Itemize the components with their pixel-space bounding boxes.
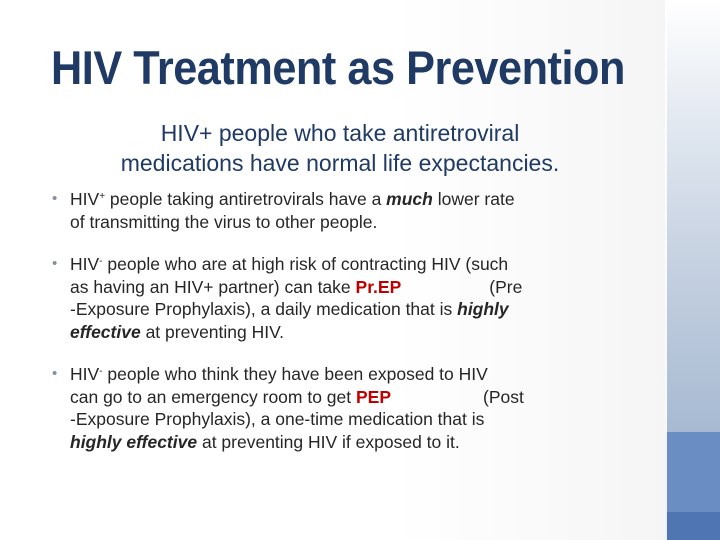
bullet-emphasis: highly bbox=[457, 299, 509, 319]
bullet-text: people who are at high risk of contracting HIV (such bbox=[102, 254, 509, 274]
bullet-superscript: + bbox=[99, 191, 106, 202]
bullet-marker: • bbox=[52, 190, 58, 207]
bullet-line bbox=[70, 386, 637, 409]
bullet-emphasis: highly effective bbox=[70, 431, 198, 452]
bullet-text: HIV bbox=[70, 364, 100, 384]
subtitle-line-1: HIV+ people who take antiretroviral bbox=[160, 120, 520, 146]
bullet-text: at preventing HIV. bbox=[140, 321, 285, 342]
bullet-emphasis: effective bbox=[70, 321, 141, 342]
subtitle-line-2: medications have normal life expectancies. bbox=[120, 150, 560, 176]
bullet-text: (Pre bbox=[489, 276, 523, 297]
bullet-text: as having an HIV+ partner) can take bbox=[70, 276, 356, 297]
bullet-text: at preventing HIV if exposed to it. bbox=[197, 431, 460, 452]
bullet-line bbox=[70, 276, 637, 299]
bullet-line bbox=[70, 253, 637, 276]
sidebar-accent-block bbox=[665, 432, 720, 512]
bullet-item bbox=[52, 253, 637, 343]
bullet-list bbox=[52, 188, 637, 473]
bullet-line bbox=[70, 431, 637, 454]
sidebar-divider bbox=[665, 0, 667, 540]
bullet-line bbox=[70, 321, 637, 344]
bullet-text: -Exposure Prophylaxis), a daily medication that is bbox=[70, 299, 458, 319]
bullet-text: lower rate bbox=[432, 189, 515, 209]
bullet-line: of transmitting the virus to other people. bbox=[70, 211, 378, 232]
sidebar-decoration bbox=[665, 0, 720, 540]
bullet-marker: • bbox=[52, 365, 58, 382]
bullet-item bbox=[52, 188, 637, 233]
bullet-marker: • bbox=[52, 255, 58, 272]
bullet-text: HIV bbox=[70, 189, 100, 209]
bullet-text: HIV bbox=[70, 254, 100, 274]
bullet-line: -Exposure Prophylaxis), a one-time medication that is bbox=[70, 409, 485, 429]
bullet-line bbox=[70, 188, 637, 211]
bullet-superscript: - bbox=[99, 256, 103, 267]
sidebar-accent-block-dark bbox=[665, 512, 720, 540]
bullet-emphasis: much bbox=[386, 189, 433, 209]
slide-title: HIV Treatment as Prevention bbox=[51, 41, 625, 94]
prep-term: Pr.EP bbox=[355, 276, 402, 297]
bullet-superscript: - bbox=[99, 366, 103, 377]
bullet-item bbox=[52, 363, 637, 453]
bullet-text: people who think they have been exposed to HIV bbox=[102, 364, 488, 384]
bullet-text: can go to an emergency room to get bbox=[70, 386, 356, 407]
bullet-line bbox=[70, 363, 637, 386]
pep-term: PEP bbox=[356, 386, 392, 407]
bullet-text: (Post bbox=[483, 386, 524, 407]
bullet-text: people taking antiretrovirals have a bbox=[105, 189, 387, 209]
bullet-line bbox=[70, 298, 637, 321]
slide-subtitle bbox=[30, 118, 650, 178]
